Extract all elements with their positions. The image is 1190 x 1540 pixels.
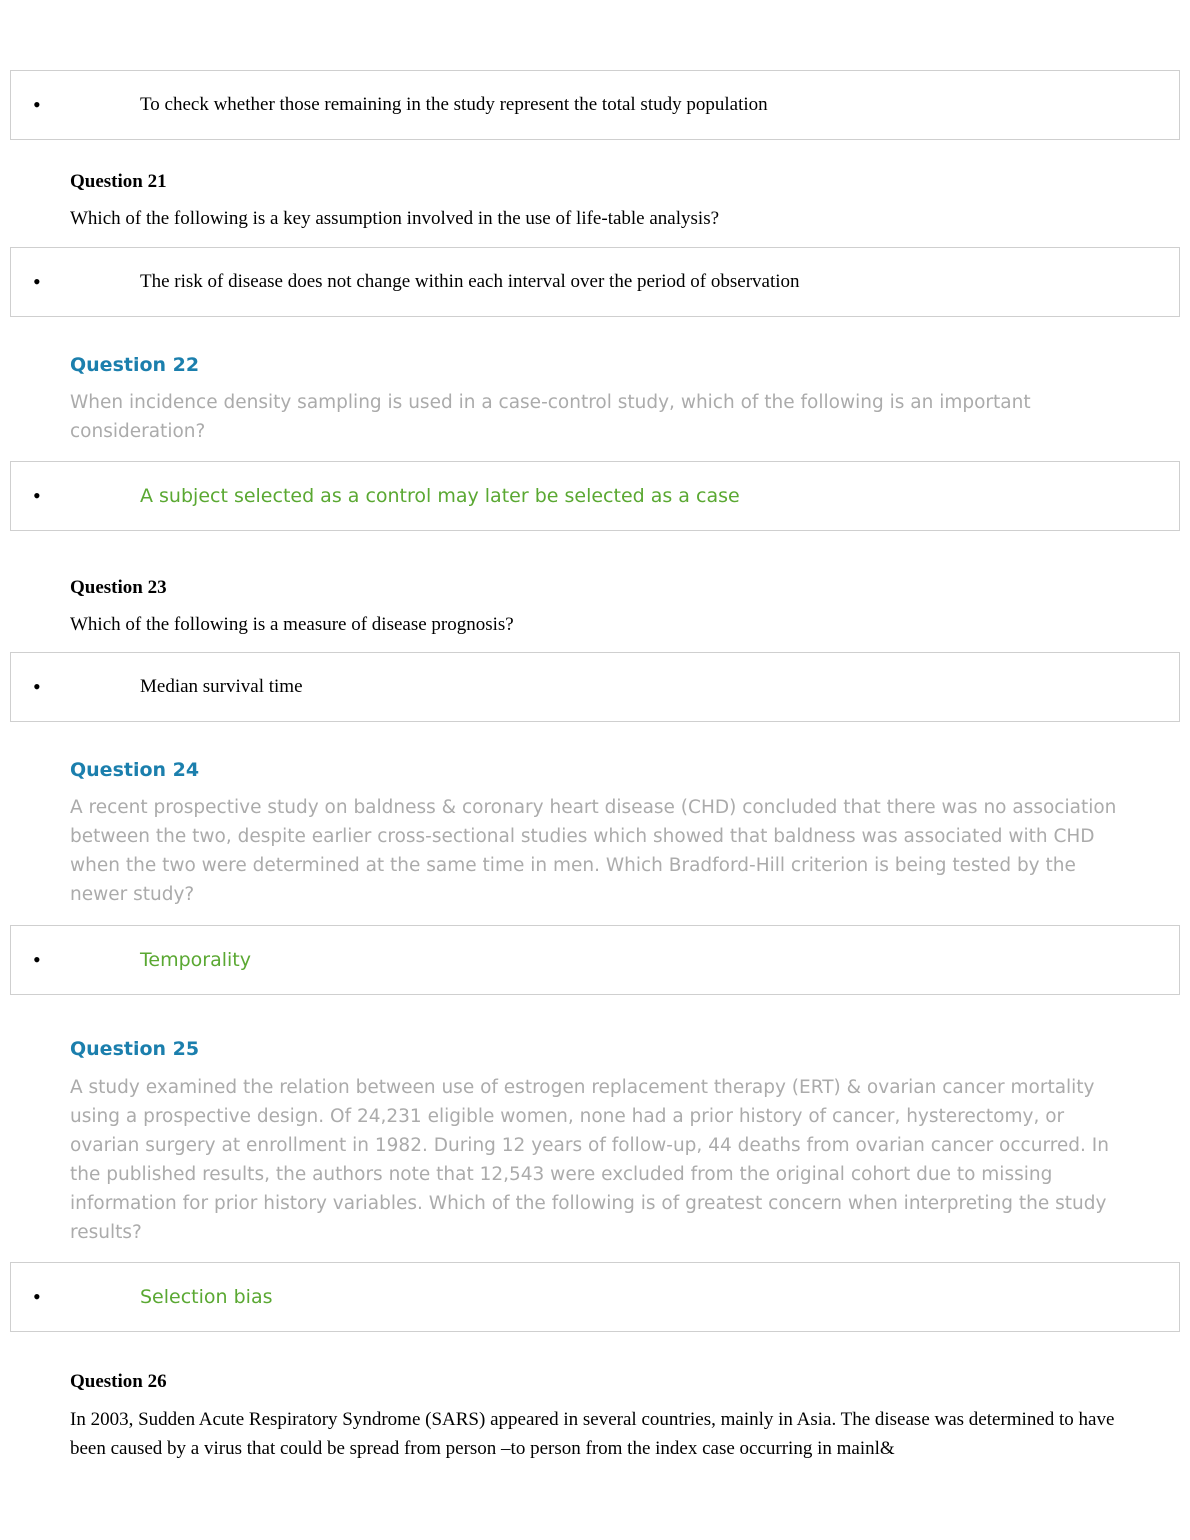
question-title-26: Question 26 bbox=[70, 1371, 167, 1392]
answer-text: To check whether those remaining in the study represent the total study population bbox=[140, 94, 768, 115]
question-title-23: Question 23 bbox=[70, 577, 167, 598]
bullet-icon: • bbox=[33, 269, 41, 294]
question-text-22: When incidence density sampling is used in a case-control study, which of the following is an important consideration? bbox=[70, 392, 1031, 442]
answer-box-23[interactable] bbox=[10, 652, 1180, 722]
bullet-icon: • bbox=[33, 92, 41, 117]
answer-text: Selection bias bbox=[140, 1286, 273, 1308]
question-title-25: Question 25 bbox=[70, 1038, 200, 1060]
answer-text: Median survival time bbox=[140, 676, 303, 697]
answer-box-24[interactable] bbox=[10, 925, 1180, 995]
bullet-icon: • bbox=[33, 674, 41, 699]
question-text-23: Which of the following is a measure of disease prognosis? bbox=[70, 614, 514, 635]
answer-box-prev[interactable] bbox=[10, 70, 1180, 140]
answer-box-22[interactable] bbox=[10, 461, 1180, 531]
question-text-24: A recent prospective study on baldness & coronary heart disease (CHD) concluded that there was no association between the two, despite earlier cross-sectional studies which showed that baldness was associated with CHD when the two were determined at the same time in men. Which Bradford-Hill criterion is being tested by the newer study? bbox=[70, 797, 1117, 905]
question-text-25: A study examined the relation between use of estrogen replacement therapy (ERT) & ovarian cancer mortality using a prospective design. Of 24,231 eligible women, none had a prior history of cancer, hysterectomy, or ovarian surgery at enrollment in 1982. During 12 years of follow-up, 44 deaths from ovarian cancer occurred. In the published results, the authors note that 12,543 were excluded from the original cohort due to missing information for prior history variables. Which of the following is of greatest concern when interpreting the study results? bbox=[70, 1077, 1109, 1243]
question-title-22: Question 22 bbox=[70, 354, 200, 376]
answer-box-25[interactable] bbox=[10, 1262, 1180, 1332]
bullet-icon: • bbox=[33, 947, 41, 972]
bullet-icon: • bbox=[33, 1284, 41, 1309]
answer-text: The risk of disease does not change within each interval over the period of observation bbox=[140, 271, 800, 292]
answer-box-21[interactable] bbox=[10, 247, 1180, 317]
question-title-21: Question 21 bbox=[70, 171, 167, 192]
answer-text: Temporality bbox=[140, 949, 251, 971]
answer-text: A subject selected as a control may later be selected as a case bbox=[140, 485, 740, 507]
bullet-icon: • bbox=[33, 483, 41, 508]
question-title-24: Question 24 bbox=[70, 759, 200, 781]
question-text-21: Which of the following is a key assumption involved in the use of life-table analysis? bbox=[70, 208, 720, 229]
question-text-26: In 2003, Sudden Acute Respiratory Syndrome (SARS) appeared in several countries, mainly in Asia. The disease was determined to have been caused by a virus that could be spread from person –to person from the index case occurring in mainl& bbox=[70, 1409, 1115, 1459]
